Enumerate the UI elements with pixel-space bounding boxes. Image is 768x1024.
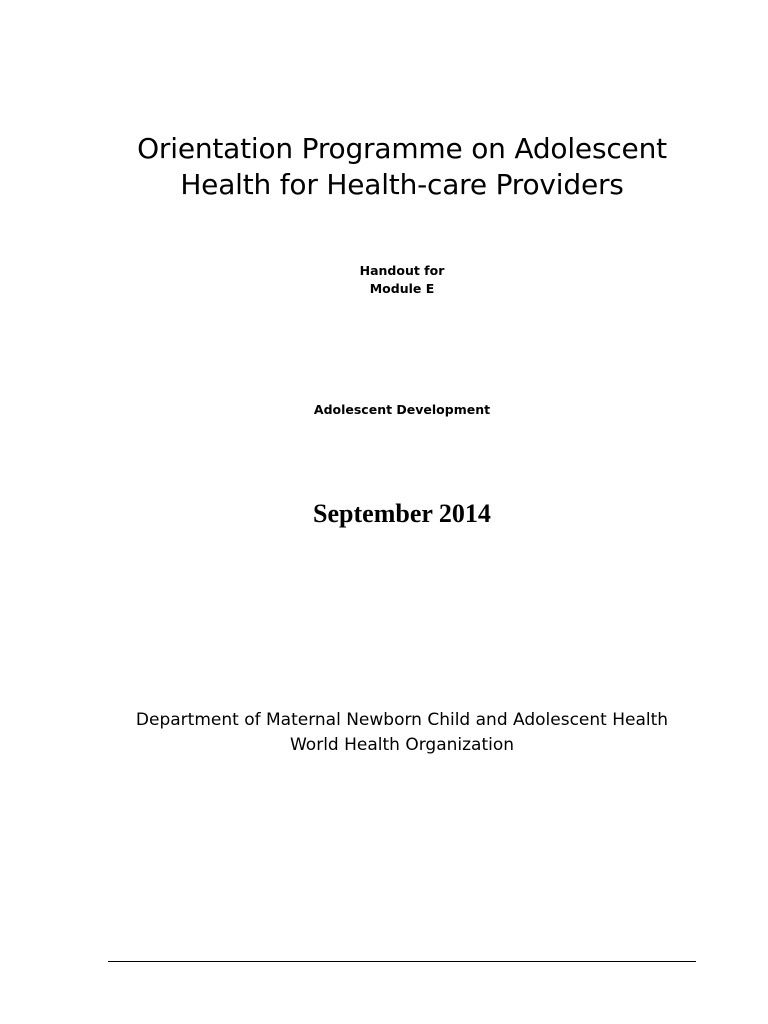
organization-department: Department of Maternal Newborn Child and Adolescent Health [135, 710, 669, 730]
title-line-1: Orientation Programme on Adolescent [137, 132, 667, 165]
handout-line-2: Module E [369, 281, 435, 296]
organization-block [0, 708, 768, 758]
organization-name: World Health Organization [289, 735, 515, 755]
publication-date: September 2014 [313, 499, 491, 528]
footer-divider [108, 961, 696, 962]
handout-label [0, 262, 768, 298]
module-subject: Adolescent Development [313, 402, 491, 417]
document-title [0, 131, 768, 203]
title-line-2: Health for Health-care Providers [180, 168, 624, 201]
handout-line-1: Handout for [359, 263, 445, 278]
